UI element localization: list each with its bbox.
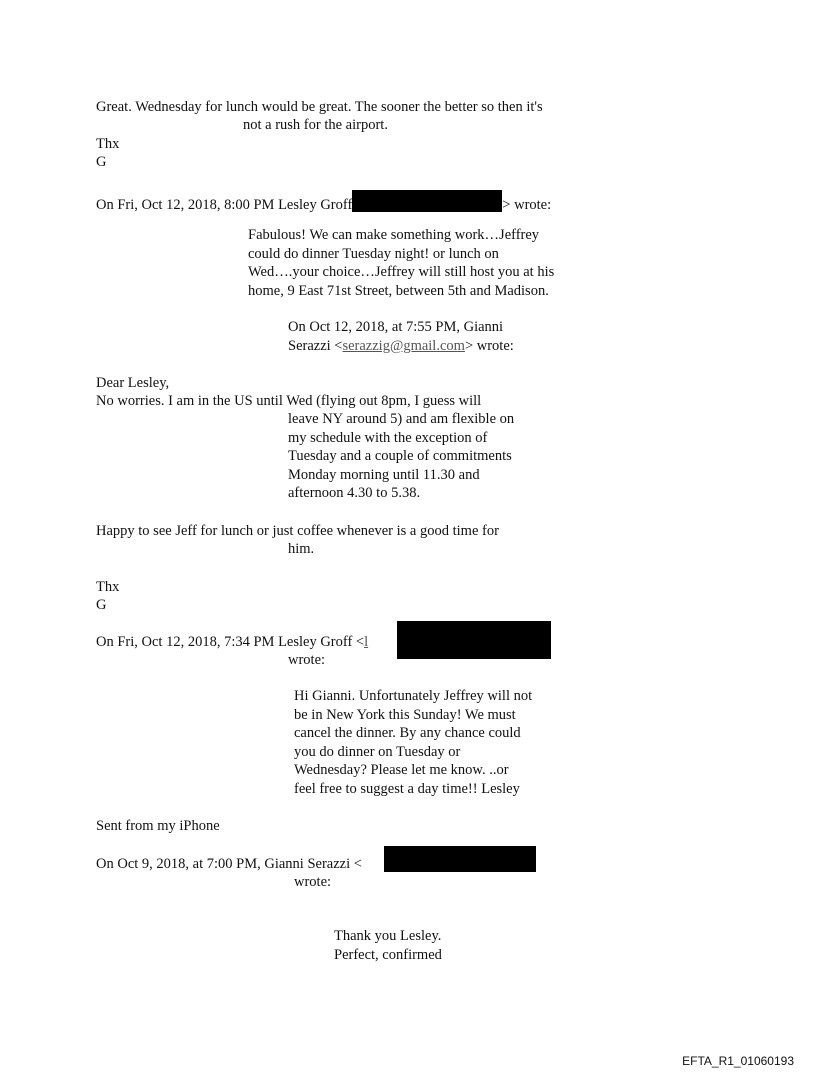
msg2-line: leave NY around 5) and am flexible on: [288, 411, 515, 427]
msg2-line: my schedule with the exception of: [288, 429, 488, 446]
quote-line: be in New York this Sunday! We must: [294, 706, 516, 723]
quote-line: could do dinner Tuesday night! or lunch on: [248, 245, 499, 262]
reply-header-2-line1: On Oct 12, 2018, at 7:55 PM, Gianni: [288, 319, 504, 335]
quote-line: Wed….your choice…Jeffrey will still host you at his: [248, 264, 555, 281]
quote-line: Hi Gianni. Unfortunately Jeffrey will not: [294, 688, 533, 704]
msg2-thx: Thx: [96, 579, 120, 595]
reply-header-1: [96, 190, 551, 214]
quoted-message-1: [248, 226, 554, 300]
msg1-line1: Great. Wednesday for lunch would be great. The sooner the better so then it's: [96, 99, 543, 115]
msg2-first-line: No worries. I am in the US until Wed (flying out 8pm, I guess will: [96, 393, 482, 409]
reply-header-2-line2: [288, 337, 514, 355]
msg2-line: afternoon 4.30 to 5.38.: [288, 485, 421, 502]
msg2-greeting: Dear Lesley,: [96, 375, 170, 391]
msg1-thx: Thx: [96, 136, 120, 152]
redaction-box: [397, 621, 551, 659]
reply-header-4-line1: On Oct 9, 2018, at 7:00 PM, Gianni Serazzi <: [96, 856, 362, 872]
msg2-line: Tuesday and a couple of commitments: [288, 448, 512, 465]
msg1-signature: G: [96, 154, 107, 170]
reply-header-4-line2: wrote:: [294, 874, 332, 890]
reply-header-1-suffix: > wrote:: [502, 197, 552, 213]
reply-header-2-suffix: > wrote:: [464, 338, 514, 354]
quoted-message-3: [294, 687, 532, 799]
quote-line: Wednesday? Please let me know. ..or: [294, 762, 509, 779]
msg2-line: Monday morning until 11.30 and: [288, 466, 480, 483]
msg2-para2-line2: him.: [288, 541, 315, 557]
partial-email-link[interactable]: l: [364, 634, 369, 650]
redaction-box: [384, 846, 536, 872]
quote-line: Thank you Lesley.: [334, 928, 442, 944]
msg1-line2: not a rush for the airport.: [243, 117, 388, 133]
quote-line: feel free to suggest a day time!! Lesley: [294, 780, 520, 797]
reply-header-2-prefix: Serazzi <: [288, 338, 343, 354]
quote-line: you do dinner on Tuesday or: [294, 743, 461, 760]
msg2-body: [288, 410, 514, 503]
quote-line: home, 9 East 71st Street, between 5th and Madison.: [248, 282, 549, 299]
quote-line: Perfect, confirmed: [334, 946, 442, 963]
email-link[interactable]: serazzig@gmail.com: [342, 338, 465, 354]
redaction-box: [352, 190, 502, 212]
reply-header-1-prefix: On Fri, Oct 12, 2018, 8:00 PM Lesley Groff: [96, 197, 353, 213]
reply-header-3-line1: [96, 633, 368, 651]
quote-line: cancel the dinner. By any chance could: [294, 725, 521, 742]
bates-number: EFTA_R1_01060193: [682, 1054, 794, 1068]
reply-header-3-prefix: On Fri, Oct 12, 2018, 7:34 PM Lesley Groff <: [96, 634, 365, 650]
sent-from-signature: Sent from my iPhone: [96, 818, 220, 834]
quoted-message-4: [334, 927, 442, 964]
msg2-signature: G: [96, 597, 107, 613]
quote-line: Fabulous! We can make something work…Jeffrey: [248, 227, 540, 243]
reply-header-3-line2: wrote:: [288, 652, 326, 668]
msg2-para2-line1: Happy to see Jeff for lunch or just coffee whenever is a good time for: [96, 523, 499, 539]
